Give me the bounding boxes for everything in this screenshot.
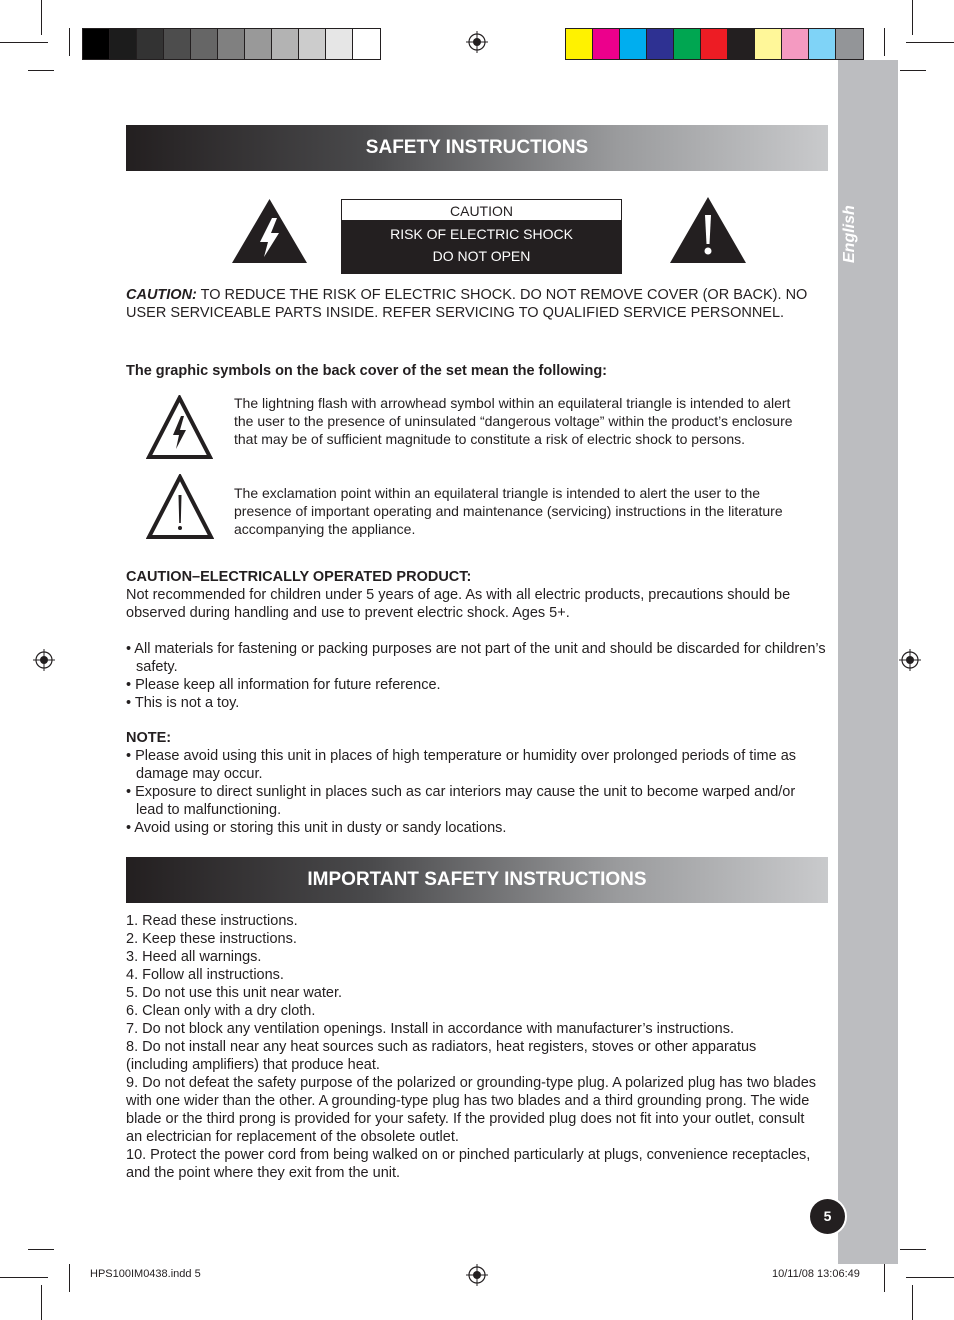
crop-mark — [69, 28, 70, 56]
calibration-swatch — [245, 29, 272, 59]
language-side-tab — [838, 60, 898, 1264]
calibration-swatch — [353, 29, 380, 59]
list-item: 7. Do not block any ventilation openings. Install in accordance with manufacturer’s instructions. — [126, 1021, 734, 1037]
important-instructions-list — [126, 912, 818, 1182]
grayscale-calibration-bar — [82, 28, 381, 60]
list-item: 3. Heed all warnings. — [126, 949, 262, 965]
list-item: • Please keep all information for future reference. — [126, 677, 441, 693]
calibration-swatch — [83, 29, 110, 59]
lightning-description: The lightning flash with arrowhead symbol within an equilateral triangle is intended to alert the user to the presence of uninsulated “dangerous voltage” within the product’s enclosure that may be of sufficient magnitude to constitute a risk of electric shock to persons. — [234, 395, 793, 447]
calibration-swatch — [701, 29, 728, 59]
calibration-swatch — [191, 29, 218, 59]
calibration-swatch — [110, 29, 137, 59]
crop-mark — [0, 1277, 48, 1278]
crop-mark — [906, 42, 954, 43]
caution-box-line: RISK OF ELECTRIC SHOCK — [390, 226, 573, 242]
registration-mark-icon — [33, 649, 55, 671]
language-label: English — [841, 205, 858, 263]
calibration-swatch — [137, 29, 164, 59]
list-item: • Avoid using or storing this unit in dusty or sandy locations. — [126, 820, 507, 836]
crop-mark — [28, 1249, 54, 1250]
calibration-swatch — [755, 29, 782, 59]
crop-mark — [0, 42, 48, 43]
caution-box-title: CAUTION — [342, 200, 621, 220]
section-header-safety: SAFETY INSTRUCTIONS — [126, 125, 828, 171]
caution-box-line: DO NOT OPEN — [432, 248, 531, 264]
list-item: 8. Do not install near any heat sources such as radiators, heat registers, stoves or other apparatus (including amplifiers) that produce heat. — [126, 1039, 757, 1073]
list-item: 5. Do not use this unit near water. — [126, 985, 343, 1001]
section-header-important: IMPORTANT SAFETY INSTRUCTIONS — [126, 857, 828, 903]
list-item: 9. Do not defeat the safety purpose of the polarized or grounding-type plug. A polarized plug has two blades with one wider than the other. A grounding-type plug has two blades and a third grounding prong. The wide blade or the third prong is provided for your safety. If the provided plug does not fit into your outlet, consult an electrician for replacement of the obsolete outlet. — [126, 1075, 817, 1145]
symbols-heading: The graphic symbols on the back cover of the set mean the following: — [126, 363, 607, 379]
exclamation-warning-icon — [670, 197, 746, 263]
registration-mark-icon — [466, 31, 488, 53]
calibration-swatch — [674, 29, 701, 59]
calibration-swatch — [782, 29, 809, 59]
calibration-swatch — [326, 29, 353, 59]
crop-mark — [69, 1264, 70, 1292]
crop-mark — [41, 0, 42, 35]
calibration-swatch — [299, 29, 326, 59]
calibration-swatch — [218, 29, 245, 59]
calibration-swatch — [809, 29, 836, 59]
list-item: 2. Keep these instructions. — [126, 931, 297, 947]
crop-mark — [884, 28, 885, 56]
calibration-swatch — [836, 29, 863, 59]
list-item: 10. Protect the power cord from being walked on or pinched particularly at plugs, convenience receptacles, and the point where they exit from the unit. — [126, 1147, 811, 1181]
caution-paragraph — [126, 286, 826, 322]
exclamation-outline-icon — [146, 474, 214, 540]
list-item: 4. Follow all instructions. — [126, 967, 284, 983]
list-item: • Exposure to direct sunlight in places such as car interiors may cause the unit to become warped and/or lead to malfunctioning. — [126, 784, 796, 818]
calibration-swatch — [566, 29, 593, 59]
list-item: • Please avoid using this unit in places of high temperature or humidity over prolonged periods of time as damage may occur. — [126, 748, 797, 782]
lightning-warning-icon — [232, 199, 307, 263]
calibration-swatch — [272, 29, 299, 59]
crop-mark — [906, 1277, 954, 1278]
crop-mark — [900, 1249, 926, 1250]
crop-mark — [28, 70, 54, 71]
caution-text: TO REDUCE THE RISK OF ELECTRIC SHOCK. DO NOT REMOVE COVER (OR BACK). NO USER SERVICEABLE PARTS INSIDE. REFER SERVICING TO QUALIFIED SERVICE PERSONNEL. — [126, 287, 808, 321]
electrical-text: Not recommended for children under 5 years of age. As with all electric products, precautions should be observed during handling and use to prevent electric shock. Ages 5+. — [126, 587, 791, 621]
electrical-heading: CAUTION–ELECTRICALLY OPERATED PRODUCT: — [126, 569, 472, 585]
calibration-swatch — [728, 29, 755, 59]
exclamation-description: The exclamation point within an equilateral triangle is intended to alert the user to the presence of important operating and maintenance (servicing) instructions in the literature accompanying the appliance. — [234, 485, 783, 537]
calibration-swatch — [620, 29, 647, 59]
crop-mark — [912, 1285, 913, 1320]
list-item: 1. Read these instructions. — [126, 913, 298, 929]
footer-datetime: 10/11/08 13:06:49 — [772, 1268, 860, 1280]
crop-mark — [900, 70, 926, 71]
crop-mark — [912, 0, 913, 35]
note-bullets — [126, 747, 826, 837]
page-number: 5 — [810, 1199, 845, 1234]
calibration-swatch — [164, 29, 191, 59]
lightning-outline-icon — [146, 395, 213, 460]
footer-filename: HPS100IM0438.indd 5 — [90, 1268, 201, 1280]
color-calibration-bar — [565, 28, 864, 60]
calibration-swatch — [593, 29, 620, 59]
registration-mark-icon — [466, 1264, 488, 1286]
crop-mark — [884, 1264, 885, 1292]
list-item: • All materials for fastening or packing purposes are not part of the unit and should be discarded for children’s safety. — [126, 641, 826, 675]
list-item: • This is not a toy. — [126, 695, 240, 711]
calibration-swatch — [647, 29, 674, 59]
caution-label: CAUTION: — [126, 287, 197, 303]
registration-mark-icon — [899, 649, 921, 671]
general-bullets — [126, 640, 826, 712]
crop-mark — [41, 1285, 42, 1320]
note-heading: NOTE: — [126, 730, 172, 746]
caution-label-box — [341, 199, 622, 274]
list-item: 6. Clean only with a dry cloth. — [126, 1003, 316, 1019]
